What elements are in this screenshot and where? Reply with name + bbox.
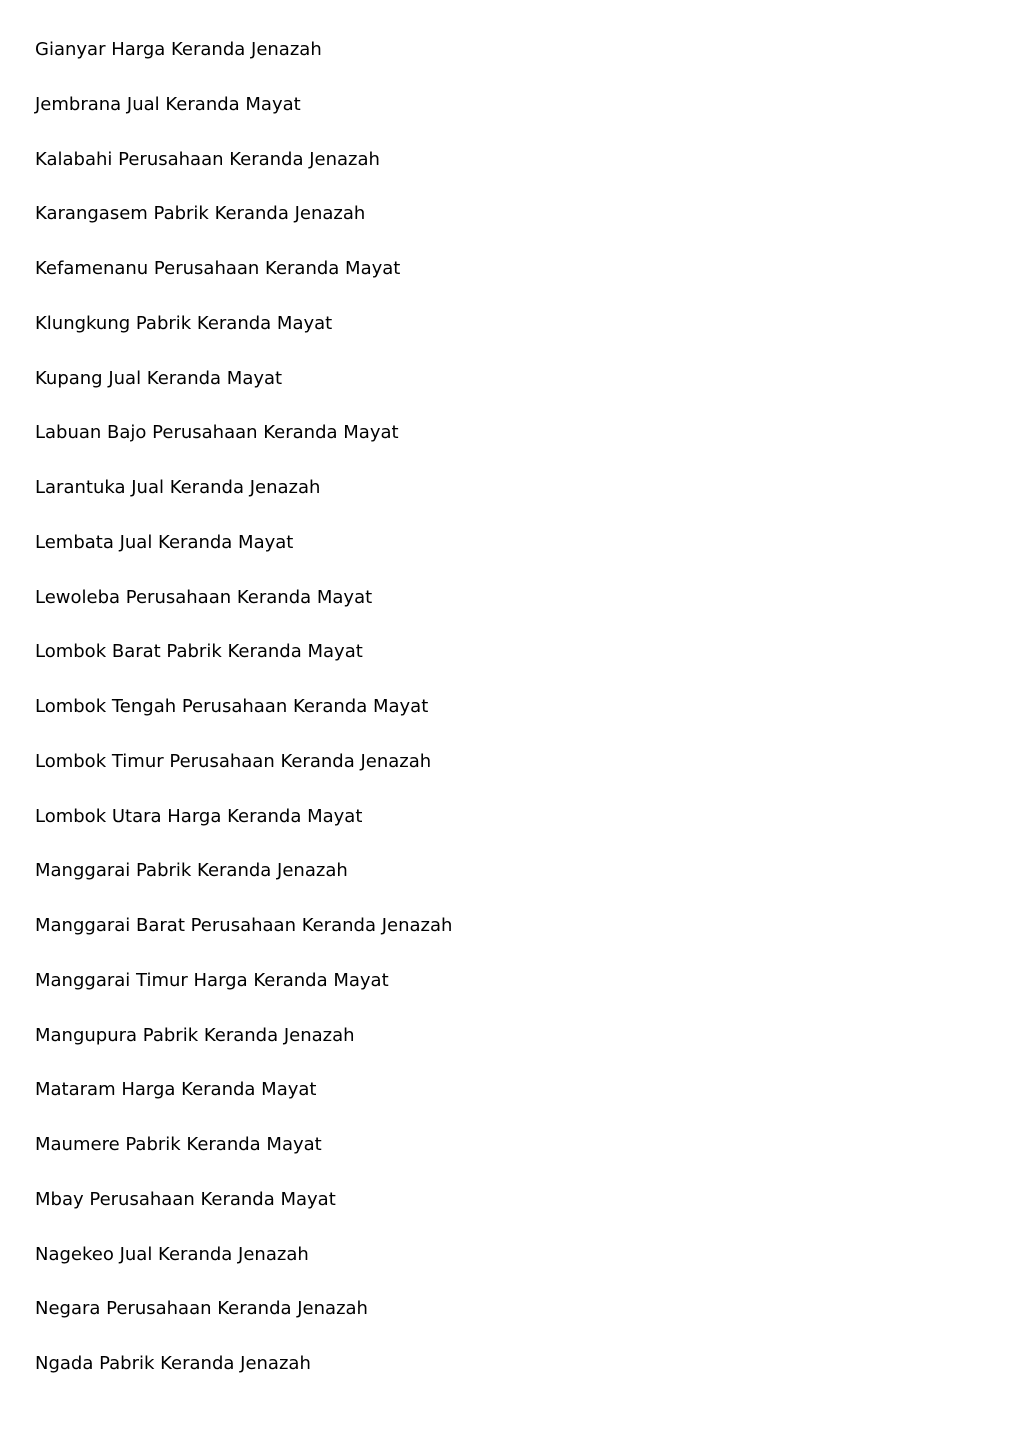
list-item: Gianyar Harga Keranda Jenazah [35, 39, 322, 60]
list-item: Jembrana Jual Keranda Mayat [35, 93, 301, 115]
list-item: Mataram Harga Keranda Mayat [35, 1079, 317, 1101]
list-item: Kefamenanu Perusahaan Keranda Mayat [35, 258, 401, 279]
list-item: Manggarai Timur Harga Keranda Mayat [35, 969, 389, 991]
list-item: Lewoleba Perusahaan Keranda Mayat [35, 586, 373, 608]
list-item: Labuan Bajo Perusahaan Keranda Mayat [35, 422, 399, 444]
list-item: Mbay Perusahaan Keranda Mayat [35, 1188, 336, 1210]
list-item: Mangupura Pabrik Keranda Jenazah [35, 1024, 355, 1046]
list-item: Klungkung Pabrik Keranda Mayat [35, 312, 333, 334]
list-item: Manggarai Pabrik Keranda Jenazah [35, 860, 348, 882]
list-item: Larantuka Jual Keranda Jenazah [35, 477, 321, 498]
list-item: Karangasem Pabrik Keranda Jenazah [35, 203, 366, 225]
list-item: Maumere Pabrik Keranda Mayat [35, 1134, 322, 1155]
list-item: Ngada Pabrik Keranda Jenazah [35, 1353, 311, 1374]
list-item: Kupang Jual Keranda Mayat [35, 367, 283, 389]
list-item: Lembata Jual Keranda Mayat [35, 531, 294, 553]
list-item: Lombok Utara Harga Keranda Mayat [35, 805, 363, 827]
list-item: Negara Perusahaan Keranda Jenazah [35, 1298, 368, 1320]
list-item: Lombok Tengah Perusahaan Keranda Mayat [35, 696, 429, 717]
list-item: Manggarai Barat Perusahaan Keranda Jenazah [35, 915, 453, 936]
list-item: Lombok Timur Perusahaan Keranda Jenazah [35, 750, 432, 772]
list-item: Lombok Barat Pabrik Keranda Mayat [35, 641, 363, 663]
location-list [35, 36, 452, 1405]
list-item: Kalabahi Perusahaan Keranda Jenazah [35, 148, 380, 170]
list-item: Nagekeo Jual Keranda Jenazah [35, 1243, 309, 1265]
